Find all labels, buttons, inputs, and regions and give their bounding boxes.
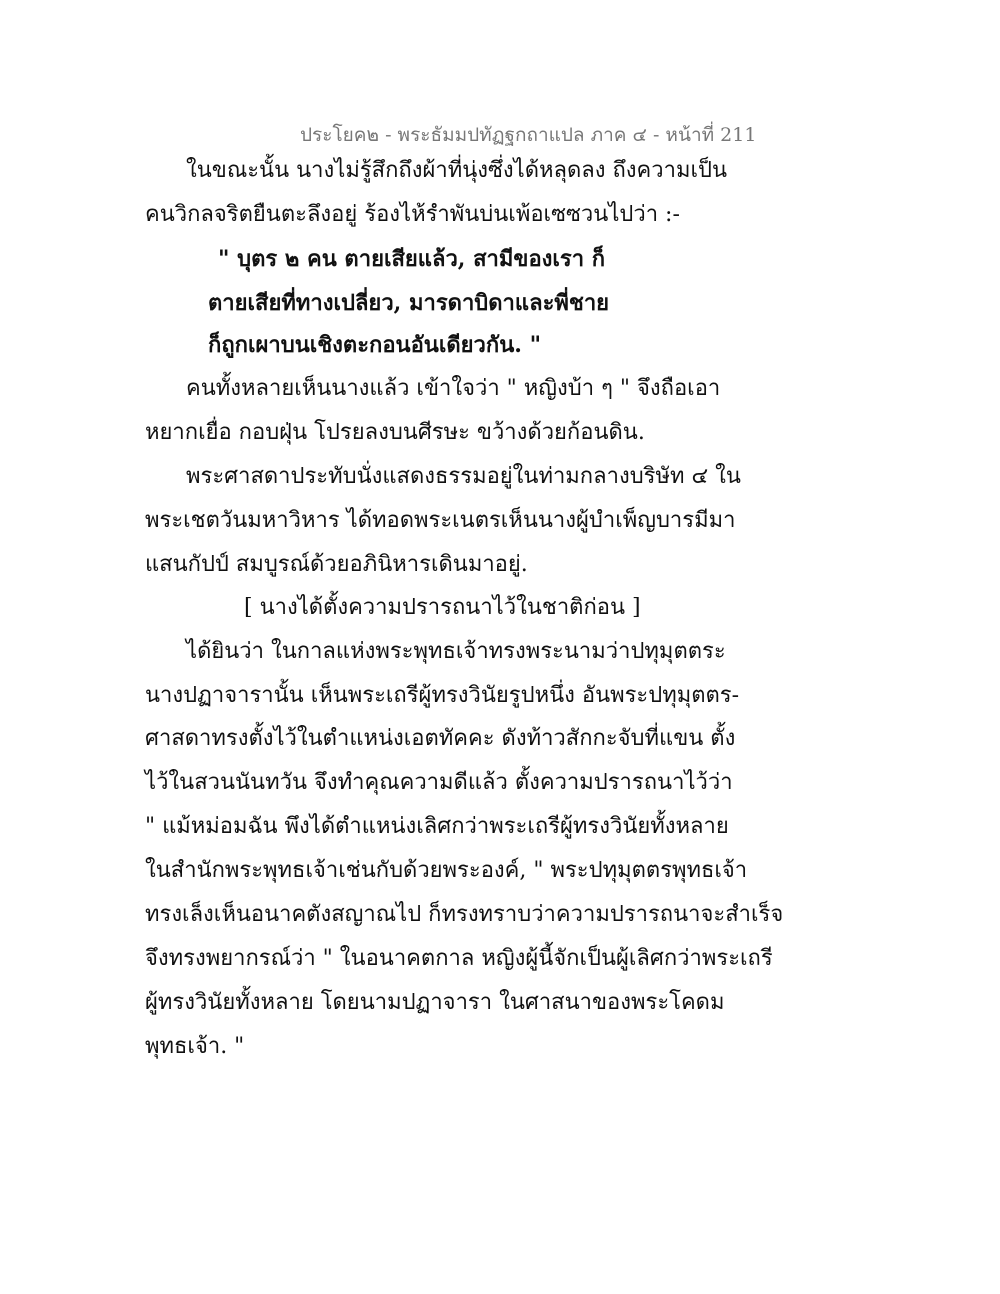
- section-heading: [ นางได้ตั้งความปรารถนาไว้ในชาติก่อน ]: [244, 595, 641, 620]
- paragraph-4-line-10: พุทธเจ้า. ": [145, 1034, 245, 1059]
- page-header: ประโยค๒ - พระธัมมปทัฏฐกถาแปล ภาค ๔ - หน้าที่ 211: [300, 124, 757, 146]
- verse-line-3: ก็ถูกเผาบนเชิงตะกอนอันเดียวกัน. ": [208, 332, 542, 358]
- paragraph-1-line-2: คนวิกลจริตยืนตะลึงอยู่ ร้องไห้รำพันบ่นเพ้อเซซวนไปว่า :-: [145, 202, 680, 227]
- paragraph-3-line-3: แสนกัปป์ สมบูรณ์ด้วยอภินิหารเดินมาอยู่.: [145, 552, 528, 577]
- paragraph-4-line-2: นางปฏาจารานั้น เห็นพระเถรีผู้ทรงวินัยรูปหนึ่ง อันพระปทุมุตตร-: [145, 683, 740, 708]
- paragraph-2-line-2: หยากเยื่อ กอบฝุ่น โปรยลงบนศีรษะ ขว้างด้วยก้อนดิน.: [145, 420, 645, 445]
- paragraph-4-line-3: ศาสดาทรงตั้งไว้ในตำแหน่งเอตทัคคะ ดังท้าวสักกะจับที่แขน ตั้ง: [145, 726, 736, 751]
- paragraph-1-line-1: ในขณะนั้น นางไม่รู้สึกถึงผ้าที่นุ่งซึ่งได้หลุดลง ถึงความเป็น: [186, 158, 727, 183]
- paragraph-4-line-7: ทรงเล็งเห็นอนาคตังสญาณไป ก็ทรงทราบว่าความปรารถนาจะสำเร็จ: [145, 902, 784, 927]
- paragraph-3-line-2: พระเชตวันมหาวิหาร ได้ทอดพระเนตรเห็นนางผู้บำเพ็ญบารมีมา: [145, 508, 736, 533]
- paragraph-4-line-1: ได้ยินว่า ในกาลแห่งพระพุทธเจ้าทรงพระนามว่าปทุมุตตระ: [186, 639, 726, 664]
- paragraph-3-line-1: พระศาสดาประทับนั่งแสดงธรรมอยู่ในท่ามกลางบริษัท ๔ ใน: [186, 464, 741, 489]
- paragraph-4-line-8: จึงทรงพยากรณ์ว่า " ในอนาคตกาล หญิงผู้นี้จักเป็นผู้เลิศกว่าพระเถรี: [145, 946, 773, 971]
- paragraph-4-line-5: " แม้หม่อมฉัน พึงได้ตำแหน่งเลิศกว่าพระเถรีผู้ทรงวินัยทั้งหลาย: [145, 814, 729, 839]
- paragraph-4-line-6: ในสำนักพระพุทธเจ้าเช่นกับด้วยพระองค์, " พระปทุมุตตรพุทธเจ้า: [145, 858, 748, 883]
- paragraph-4-line-4: ไว้ในสวนนันทวัน จึงทำคุณความดีแล้ว ตั้งความปรารถนาไว้ว่า: [145, 770, 733, 795]
- paragraph-2-line-1: คนทั้งหลายเห็นนางแล้ว เข้าใจว่า " หญิงบ้า ๆ " จึงถือเอา: [186, 376, 721, 401]
- verse-line-1: " บุตร ๒ คน ตายเสียแล้ว, สามีของเรา ก็: [218, 246, 606, 272]
- paragraph-4-line-9: ผู้ทรงวินัยทั้งหลาย โดยนามปฏาจารา ในศาสนาของพระโคดม: [145, 990, 725, 1015]
- verse-line-2: ตายเสียที่ทางเปลี่ยว, มารดาบิดาและพี่ชาย: [208, 290, 610, 316]
